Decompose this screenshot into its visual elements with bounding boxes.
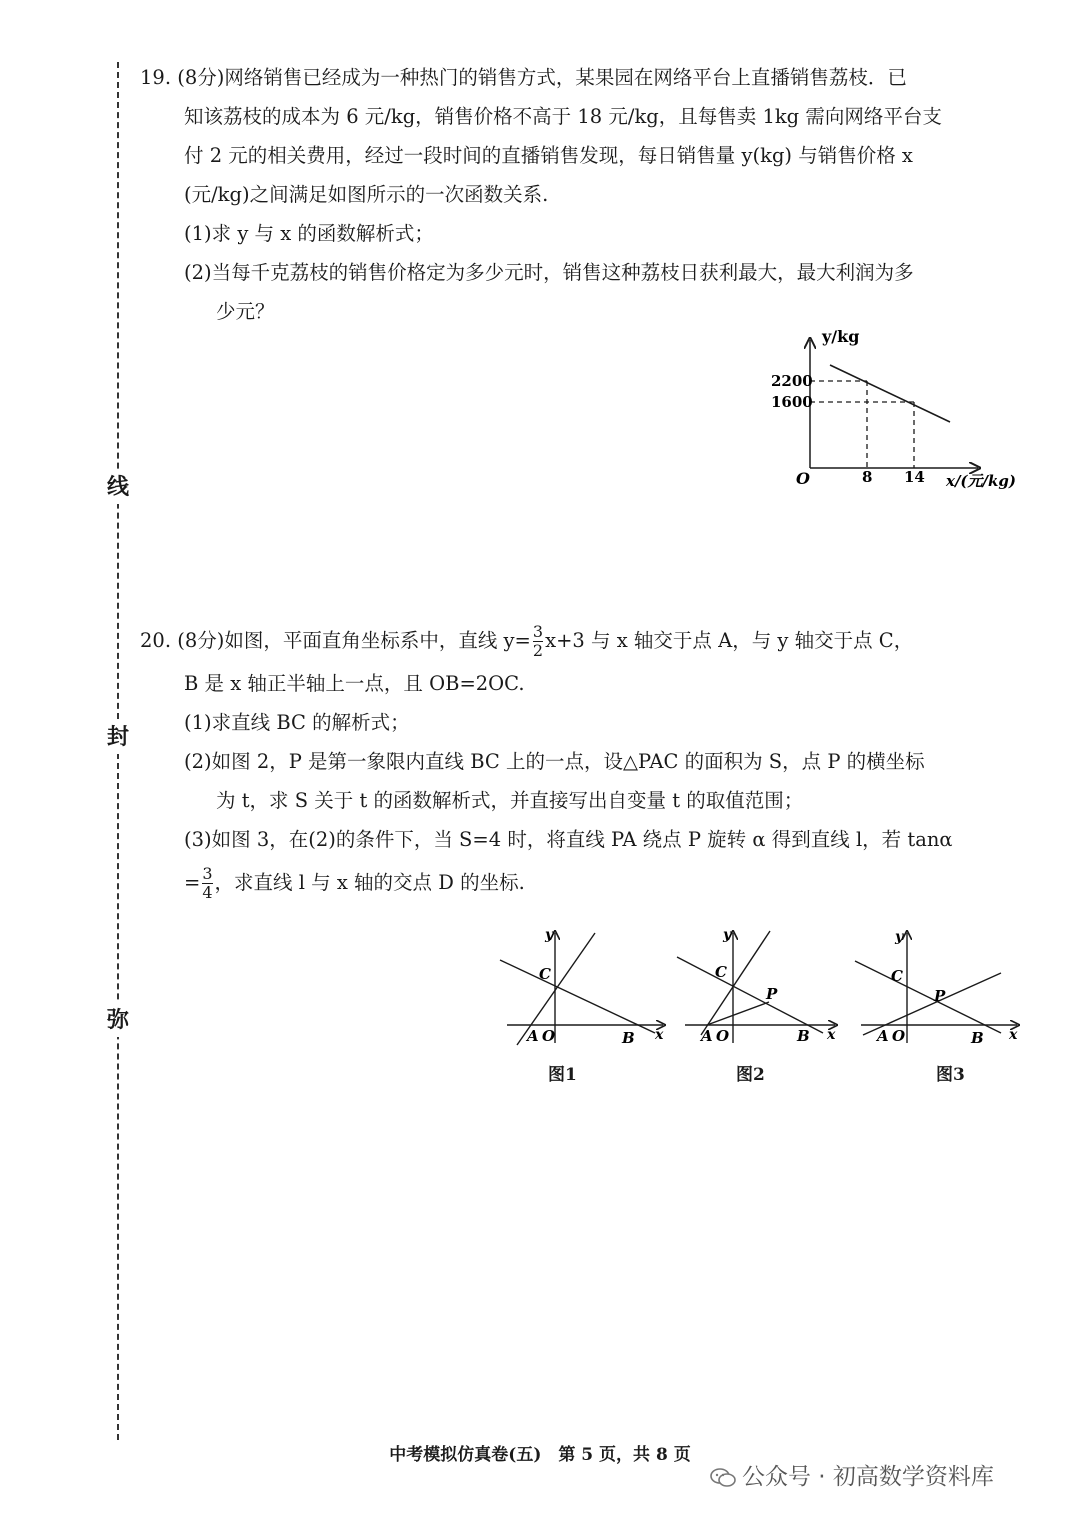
q20-part3-rest: ，求直线 l 与 x 轴的交点 D 的坐标. bbox=[214, 871, 525, 894]
q19-function-line bbox=[830, 365, 950, 422]
q19-line: 知该荔枝的成本为 6 元/kg，销售价格不高于 18 元/kg，且每售卖 1kg 需向网络平台支 bbox=[184, 105, 942, 128]
question-19 bbox=[140, 58, 1030, 331]
wechat-icon bbox=[710, 1468, 736, 1488]
q20-line1-a: 20. (8分)如图，平面直角坐标系中，直线 y= bbox=[140, 629, 531, 652]
figure-2 bbox=[677, 927, 836, 1045]
fig2-label-B: B bbox=[797, 1027, 810, 1045]
figure-3 bbox=[855, 929, 1018, 1047]
fig3-label-A: A bbox=[877, 1027, 889, 1045]
fig2-label-x: x bbox=[827, 1027, 836, 1043]
fig1-label-B: B bbox=[622, 1029, 635, 1047]
q19-x-label: x/(元/kg) bbox=[946, 472, 1016, 490]
frac-denominator: 2 bbox=[532, 641, 544, 660]
figure-1 bbox=[500, 927, 664, 1047]
fig3-label-B: B bbox=[971, 1029, 984, 1047]
fig2-line-AP bbox=[707, 1002, 769, 1025]
fig1-line-BC bbox=[500, 960, 655, 1033]
fig3-label-P: P bbox=[934, 987, 946, 1005]
fig3-label-y: y bbox=[895, 929, 904, 945]
q20-part1: (1)求直线 BC 的解析式； bbox=[184, 711, 410, 734]
fig1-label-A: A bbox=[527, 1027, 539, 1045]
frac-numerator: 3 bbox=[202, 864, 213, 883]
fig1-label-O: O bbox=[542, 1027, 556, 1045]
fig2-label-y: y bbox=[723, 927, 732, 943]
q19-y-label: y/kg bbox=[822, 327, 860, 346]
q20-fraction-3-2 bbox=[533, 623, 543, 660]
figure-3-caption: 图3 bbox=[936, 1065, 965, 1085]
fig1-label-y: y bbox=[545, 927, 554, 943]
q19-xtick-14: 14 bbox=[904, 468, 925, 486]
watermark bbox=[710, 1458, 994, 1491]
q19-part2: (2)当每千克荔枝的销售价格定为多少元时，销售这种荔枝日获利最大，最大利润为多 bbox=[184, 261, 914, 284]
q19-xtick-8: 8 bbox=[862, 468, 873, 486]
q20-figures bbox=[495, 925, 1025, 1055]
q19-origin: O bbox=[796, 469, 810, 488]
page-footer: 中考模拟仿真卷(五) 第 5 页，共 8 页 bbox=[389, 1445, 691, 1465]
fig2-line-BC bbox=[677, 957, 823, 1033]
fig2-label-C: C bbox=[715, 963, 727, 981]
q19-ytick-1600: 1600 bbox=[771, 393, 813, 411]
fig2-label-O: O bbox=[716, 1027, 730, 1045]
q20-line1-b: x+3 与 x 轴交于点 A，与 y 轴交于点 C， bbox=[545, 629, 914, 652]
fig3-line-BC bbox=[855, 961, 1001, 1033]
fig1-label-x: x bbox=[655, 1027, 664, 1043]
margin-mark-feng: 封 bbox=[104, 720, 132, 754]
frac-numerator: 3 bbox=[532, 622, 544, 641]
figure-2-caption: 图2 bbox=[736, 1065, 765, 1085]
fig2-label-A: A bbox=[701, 1027, 713, 1045]
q20-part2-cont: 为 t，求 S 关于 t 的函数解析式，并直接写出自变量 t 的取值范围； bbox=[216, 789, 804, 812]
watermark-text: 公众号 · 初高数学资料库 bbox=[742, 1464, 994, 1490]
q20-line2: B 是 x 轴正半轴上一点，且 OB=2OC. bbox=[184, 672, 525, 695]
fig2-label-P: P bbox=[766, 985, 778, 1003]
q19-line: (元/kg)之间满足如图所示的一次函数关系. bbox=[184, 183, 549, 206]
fig2-line-AC bbox=[701, 931, 770, 1035]
margin-mark-mi: 弥 bbox=[104, 1003, 132, 1037]
q19-line: 19. (8分)网络销售已经成为一种热门的销售方式，某果园在网络平台上直播销售荔枝．已 bbox=[140, 66, 907, 89]
q20-fraction-3-4 bbox=[202, 865, 212, 902]
q20-part3-eq: = bbox=[184, 871, 201, 894]
question-20 bbox=[140, 618, 1030, 907]
q19-ytick-2200: 2200 bbox=[771, 372, 813, 390]
q19-line: 付 2 元的相关费用，经过一段时间的直播销售发现，每日销售量 y(kg) 与销售价格 x bbox=[184, 144, 913, 167]
fig3-label-O: O bbox=[892, 1027, 906, 1045]
figure-1-caption: 图1 bbox=[548, 1065, 577, 1085]
fig3-label-C: C bbox=[891, 967, 903, 985]
q19-part1: (1)求 y 与 x 的函数解析式； bbox=[184, 222, 434, 245]
fig1-label-C: C bbox=[539, 965, 551, 983]
frac-denominator: 4 bbox=[202, 883, 213, 902]
margin-mark-xian: 线 bbox=[104, 470, 132, 504]
q20-part2: (2)如图 2，P 是第一象限内直线 BC 上的一点，设△PAC 的面积为 S，点 P 的横坐标 bbox=[184, 750, 925, 773]
q19-graph bbox=[760, 320, 1030, 500]
q20-part3: (3)如图 3，在(2)的条件下，当 S=4 时，将直线 PA 绕点 P 旋转 α 得到直线 l，若 tanα bbox=[184, 828, 953, 851]
fig3-label-x: x bbox=[1009, 1027, 1018, 1043]
q19-part2-cont: 少元？ bbox=[216, 300, 275, 323]
